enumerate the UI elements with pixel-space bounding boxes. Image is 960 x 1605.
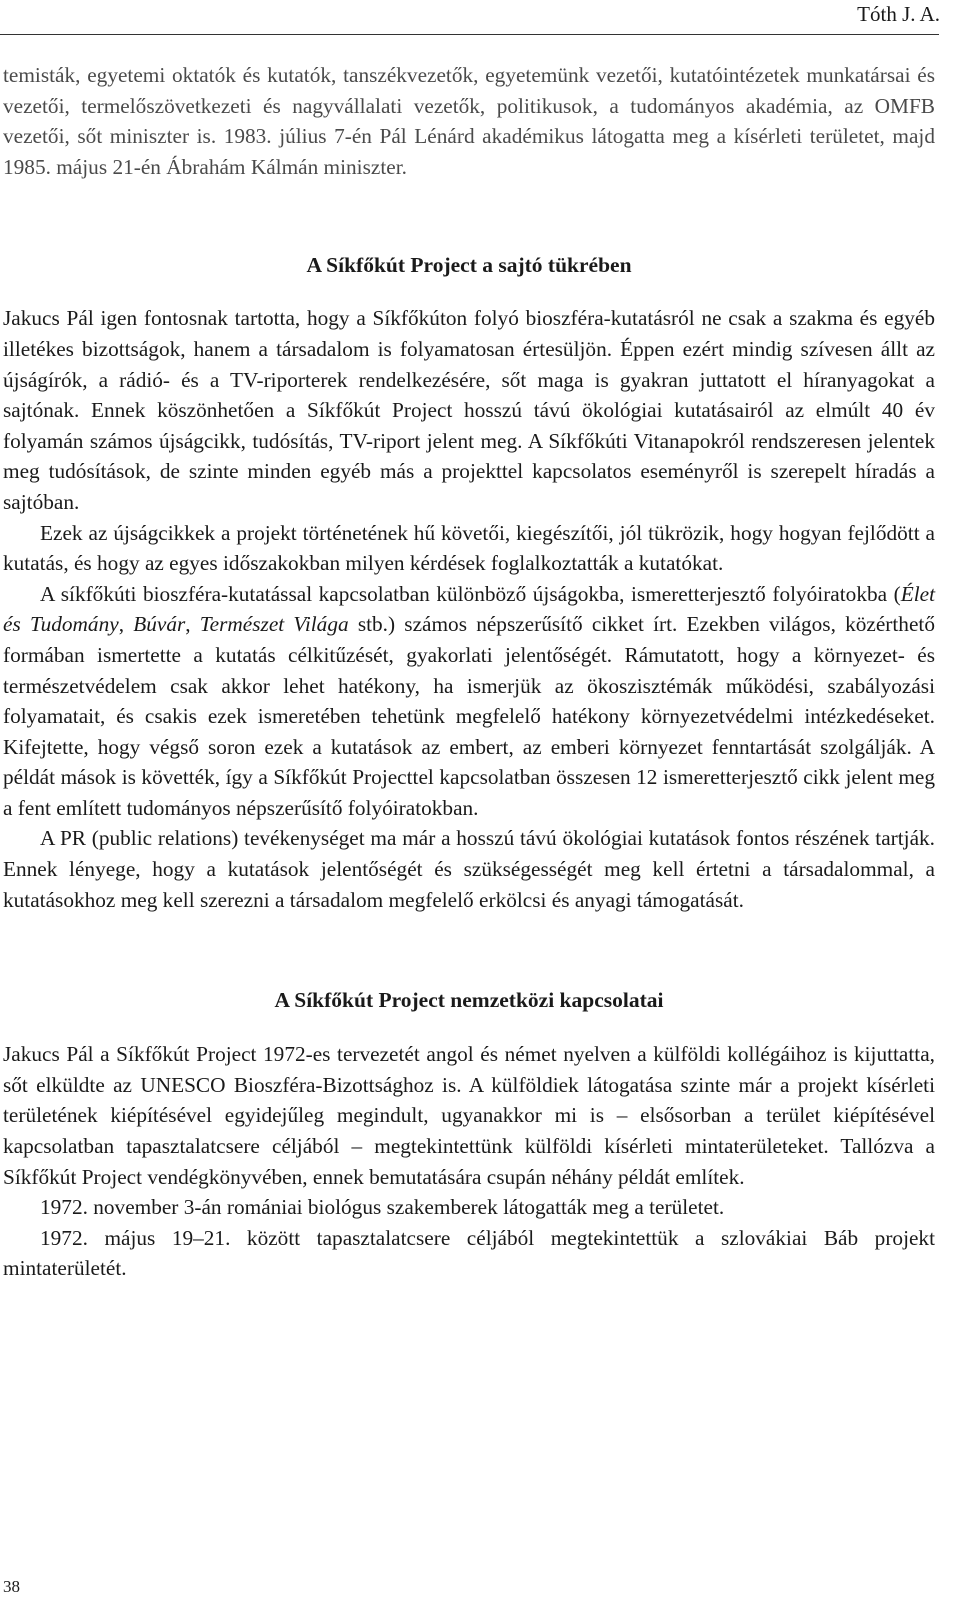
international-paragraph-1: Jakucs Pál a Síkfőkút Project 1972-es tervezetét angol és német nyelven a külföldi kollégáihoz is kijuttatta, sőt elküldte az UNESCO Bioszféra-Bizottsághoz is. A külföldiek látogatása szinte már a projekt kísérleti területének kiépítésével egyidejűleg megindult, ugyanakkor mi is – elsősorban a terület kiépítésével kapcsolatban tapasztalatcsere céljából – megtekintettünk külföldi kísérleti mintaterületeket. Tallózva a Síkfőkút Project vendégkönyvében, ennek bemutatására csupán néhány példát említek. [3, 1042, 935, 1189]
press-paragraph-4: A PR (public relations) tevékenységet ma már a hosszú távú ökológiai kutatások fontos részének tartják. Ennek lényege, hogy a kutatások jelentőségét és szükségességét meg kell értetni a társadalommal, a kutatásokhoz meg kell szerezni a társadalom megfelelő erkölcsi és anyagi támogatását. [3, 826, 935, 912]
magazine-title-buvar: Búvár [133, 612, 186, 637]
running-header-author: Tóth J. A. [857, 2, 940, 26]
press-paragraph-1: Jakucs Pál igen fontosnak tartotta, hogy a Síkfőkúton folyó bioszféra-kutatásról ne csak a szakma és egyéb illetékes bizottságok, hanem a társadalom is folyamatosan értesüljön. Éppen ezért mindig szívesen állt az újságírók, a rádió- és a TV-riporterek rendelkezésére, sőt maga is gyakran juttatott el híranyagokat a sajtónak. Ennek köszönhetően a Síkfőkút Project hosszú távú ökológiai kutatásairól az elmúlt 40 év folyamán számos újságcikk, tudósítás, TV-riport jelent meg. A Síkfőkúti Vitanapokról rendszeresen jelentek meg tudósítások, de szinte minden egyéb más a projekttel kapcsolatos eseményről is szerepelt híradás a sajtóban. [3, 306, 935, 514]
section-heading-international: A Síkfőkút Project nemzetközi kapcsolatai [274, 988, 664, 1013]
header-rule [0, 34, 939, 35]
magazine-title-termeszet-vilaga: Természet Világa [199, 612, 349, 637]
press-paragraph-2: Ezek az újságcikkek a projekt történetének hű követői, kiegészítői, jól tükrözik, hogy hogyan fejlődött a kutatás, és hogy az egyes időszakokban milyen kérdések foglalkoztatták a kutatókat. [3, 520, 935, 576]
intro-paragraph: temisták, egyetemi oktatók és kutatók, tanszékvezetők, egyetemünk vezetői, kutatóintézetek munkatársai és vezetői, termelőszövetkezeti és nagyvállalati vezetők, politikusok, a tudományos akadémia, az OMFB vezetői, sőt miniszter is. 1983. július 7-én Pál Lénárd akadémikus látogatta meg a kísérleti területet, majd 1985. május 21-én Ábrahám Kálmán miniszter. [3, 63, 935, 179]
page-number: 38 [3, 1577, 20, 1596]
page-body [3, 60, 935, 1284]
international-paragraph-2: 1972. november 3-án romániai biológus szakemberek látogatták meg a területet. [40, 1195, 725, 1220]
section-heading-press: A Síkfőkút Project a sajtó tükrében [306, 253, 632, 278]
separator: , [185, 612, 200, 637]
press-paragraph-3 [3, 579, 935, 824]
magazine-title-elet-es-tudomany: Élet és Tudomány [3, 581, 935, 637]
separator: , [118, 612, 134, 637]
press-paragraph-3-lead: A síkfőkúti bioszféra-kutatással kapcsolatban különböző újságokba, ismeretterjesztő folyóiratokba ( [40, 581, 901, 606]
press-paragraph-3-rest: stb.) számos népszerűsítő cikket írt. Ezekben világos, közérthető formában ismertette a kutatás célkitűzését, gyakorlati jelentőségét. Rámutatott, hogy a környezet- és természetvédelem csak akkor lehet hatékony, ha ismerjük az ökoszisztémák működési, szabályozási folyamatait, és csakis ezek ismeretében tehetünk megfelelő hatékony környezetvédelmi intézkedéseket. Kifejtette, hogy végső soron ezek a kutatások az embert, az emberi környezet fenntartását szolgálják. A példát mások is követték, így a Síkfőkút Projecttel kapcsolatban összesen 12 ismeretterjesztő cikk jelent meg a fent említett tudományos népszerűsítő folyóiratokban. [3, 612, 935, 820]
international-paragraph-3: 1972. május 19–21. között tapasztalatcsere céljából megtekintettük a szlovákiai Báb projekt mintaterületét. [3, 1225, 935, 1281]
